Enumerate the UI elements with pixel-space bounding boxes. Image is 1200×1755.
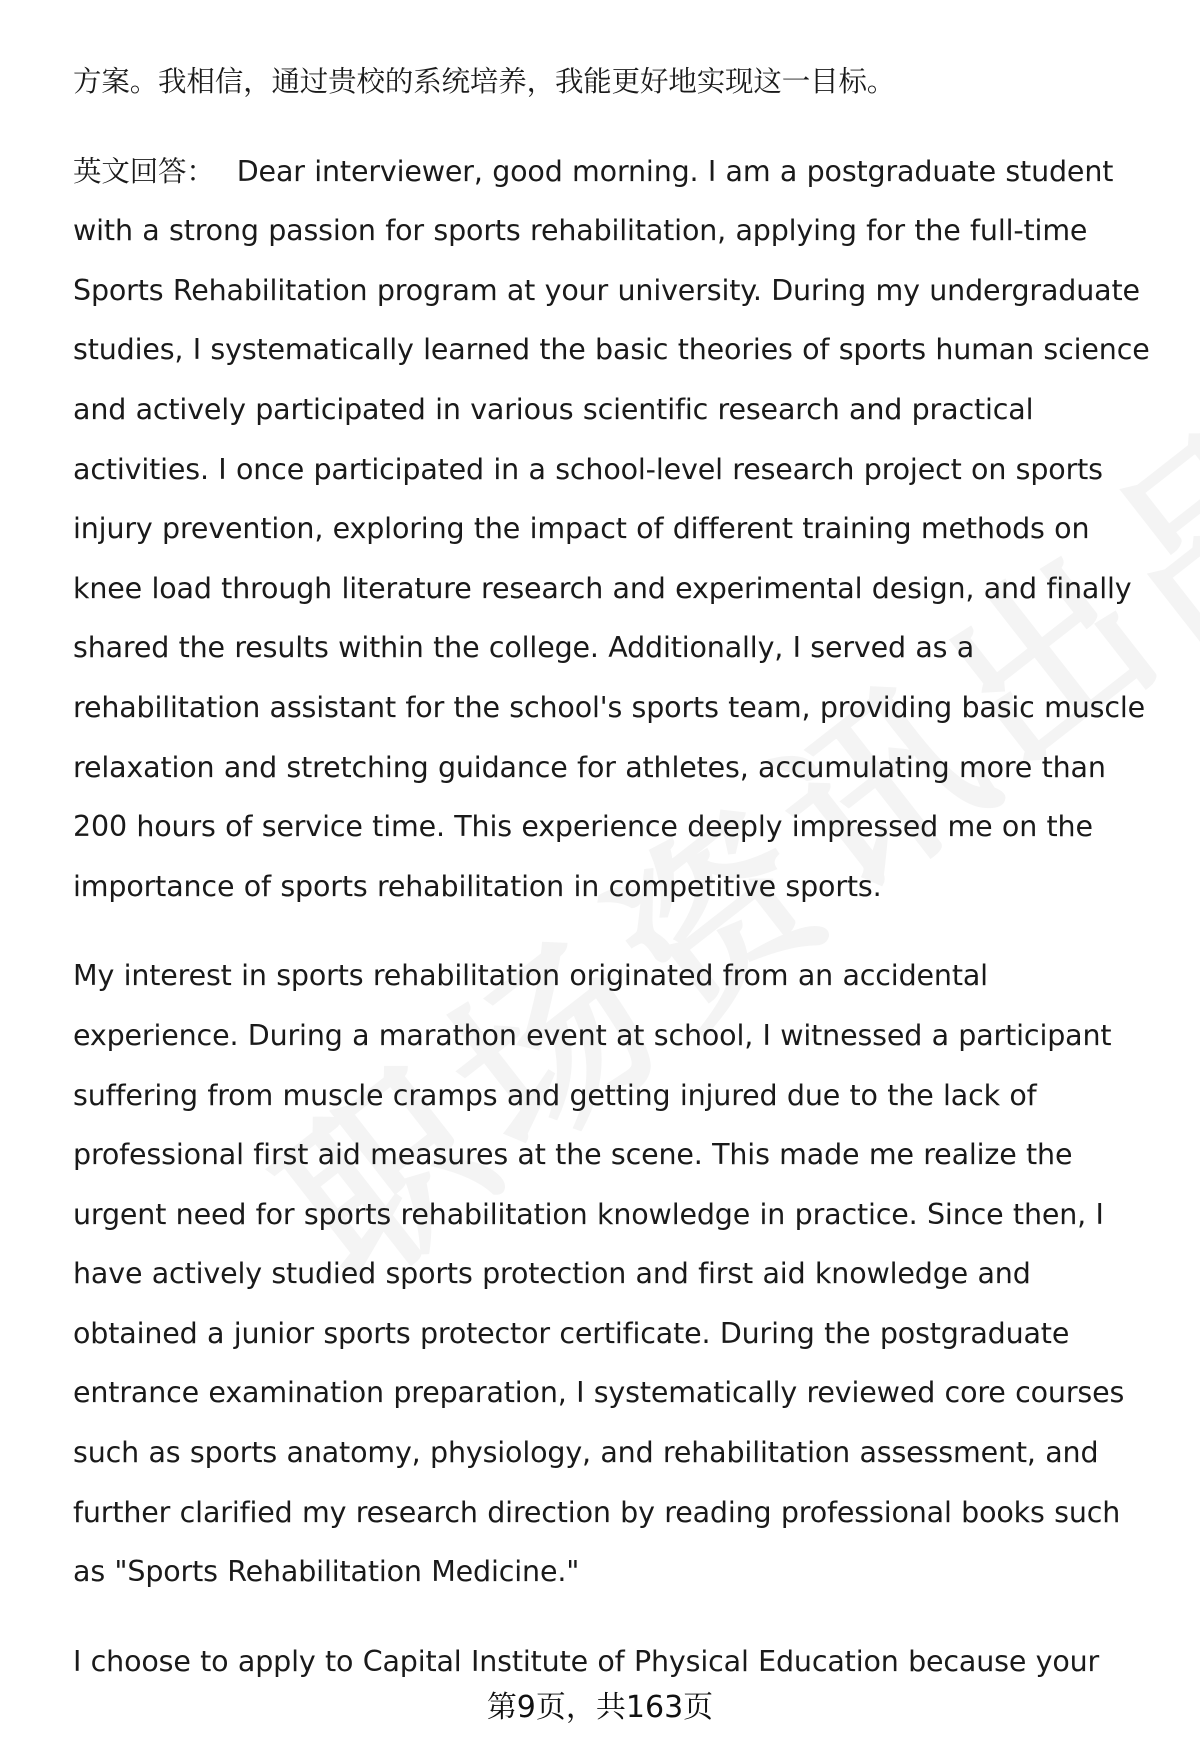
paragraph-1-text: Dear interviewer, good morning. I am a postgraduate student with a strong passion for sports rehabilitation, applying for the full-time Sports Rehabilitation program at your university. During my undergraduate studies, I systematically learned the basic theories of sports human science and actively participated in various scientific research and practical activities. I once participated in a school-level research project on sports injury prevention, exploring the impact of different training methods on knee load through literature research and experimental design, and finally shared the results within the college. Additionally, I served as a rehabilitation assistant for the school's sports team, providing basic muscle relaxation and stretching guidance for athletes, accumulating more than 200 hours of service time. This experience deeply impressed me on the importance of sports rehabilitation in competitive sports.	[73, 154, 1150, 903]
page-number-footer: 第9页，共163页	[486, 1690, 714, 1725]
answer-label: 英文回答：	[73, 154, 215, 188]
paragraph-1	[73, 142, 1153, 917]
paragraph-3: I choose to apply to Capital Institute of Physical Education because your	[73, 1644, 1100, 1678]
intro-line: 方案。我相信，通过贵校的系统培养，我能更好地实现这一目标。	[73, 65, 896, 98]
document-body	[73, 52, 1153, 1721]
paragraph-2: My interest in sports rehabilitation originated from an accidental experience. During a marathon event at school, I witnessed a participant suffering from muscle cramps and getting injured due to the lack of professional first aid measures at the scene. This made me realize the urgent need for sports rehabilitation knowledge in practice. Since then, I have actively studied sports protection and first aid knowledge and obtained a junior sports protector certificate. During the postgraduate entrance examination preparation, I systematically reviewed core courses such as sports anatomy, physiology, and rehabilitation assessment, and further clarified my research direction by reading professional books such as "Sports Rehabilitation Medicine."	[73, 959, 1125, 1589]
